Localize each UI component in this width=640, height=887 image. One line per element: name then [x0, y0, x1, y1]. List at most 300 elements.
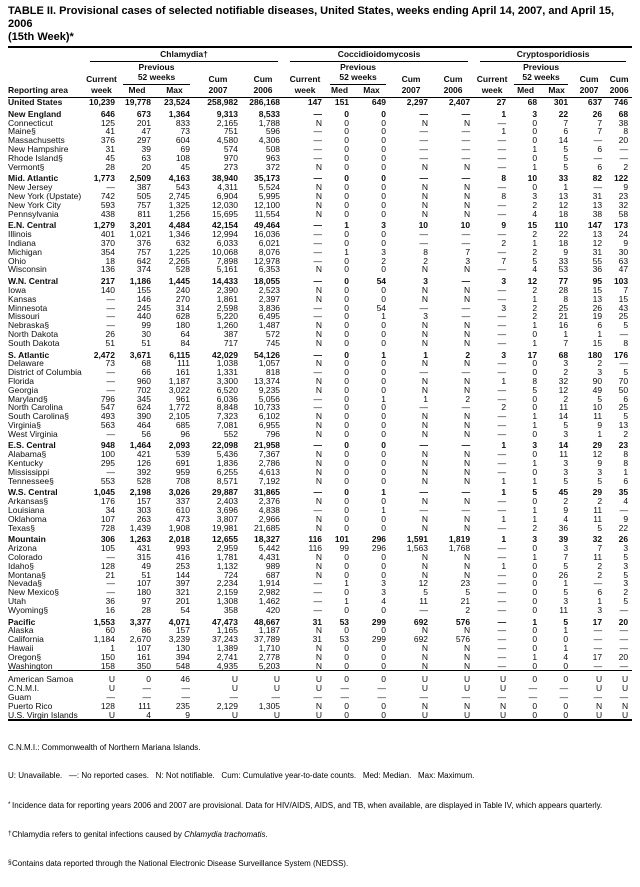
- value-cell: —: [497, 496, 507, 507]
- value-cell: N: [315, 293, 323, 304]
- value-cell: 161: [175, 367, 190, 378]
- value-cell: 296: [371, 543, 387, 554]
- value-cell: 0: [532, 182, 538, 193]
- value-cell: 15: [592, 337, 603, 348]
- value-cell: 136: [100, 264, 115, 275]
- value-cell: 350: [136, 660, 151, 671]
- value-cell: N: [463, 358, 471, 369]
- value-cell: 576: [455, 634, 471, 645]
- value-cell: 3,671: [129, 349, 151, 360]
- value-cell: 116: [308, 534, 323, 545]
- cum-header: Cum: [401, 74, 421, 84]
- value-cell: 8,848: [216, 402, 238, 413]
- value-cell: 0: [532, 466, 538, 477]
- value-cell: 4: [381, 596, 387, 607]
- value-cell: 818: [265, 367, 281, 378]
- reporting-area-header: Reporting area: [8, 49, 84, 98]
- value-cell: N: [421, 161, 429, 172]
- value-cell: 4,838: [258, 505, 281, 516]
- value-cell: 0: [344, 190, 350, 201]
- reporting-area-cell: Texas§: [8, 522, 35, 533]
- reporting-area-cell: E.N. Central: [8, 220, 57, 231]
- value-cell: U: [315, 709, 323, 720]
- value-cell: N: [463, 625, 471, 636]
- value-cell: 7,081: [216, 419, 238, 430]
- value-cell: 6: [597, 587, 603, 598]
- value-cell: 36: [558, 522, 569, 533]
- value-cell: 0: [381, 152, 387, 163]
- reporting-area-cell: Maryland§: [8, 393, 48, 404]
- reporting-area-cell: Utah: [8, 596, 26, 607]
- value-cell: 0: [381, 264, 387, 275]
- value-cell: 0: [381, 569, 387, 580]
- value-cell: N: [499, 700, 507, 711]
- value-cell: —: [497, 505, 507, 516]
- value-cell: 5: [597, 393, 603, 404]
- value-cell: —: [106, 384, 115, 395]
- med-header: Med: [326, 86, 353, 98]
- value-cell: 7: [597, 126, 603, 137]
- value-cell: 55: [592, 255, 603, 266]
- value-cell: 0: [381, 604, 387, 615]
- value-cell: 0: [381, 449, 387, 460]
- reporting-area-cell: W.S. Central: [8, 487, 58, 498]
- value-cell: N: [421, 552, 429, 563]
- value-cell: N: [463, 700, 471, 711]
- value-cell: 21: [558, 311, 569, 322]
- value-cell: —: [340, 692, 350, 702]
- reporting-area-cell: New York City: [8, 199, 61, 210]
- value-cell: 42,029: [212, 349, 238, 360]
- value-cell: 1,038: [216, 358, 238, 369]
- value-cell: 140: [100, 284, 115, 295]
- value-cell: 43: [618, 302, 629, 313]
- value-cell: 0: [344, 328, 350, 339]
- year-2007-header: 2007: [390, 86, 432, 98]
- reporting-area-cell: Alabama§: [8, 449, 47, 460]
- value-cell: 306: [100, 534, 115, 545]
- value-cell: 0: [532, 117, 538, 128]
- value-cell: 0: [381, 182, 387, 193]
- value-cell: 3: [532, 534, 538, 545]
- value-cell: N: [421, 449, 429, 460]
- value-cell: 21: [105, 569, 115, 580]
- value-cell: 9: [623, 513, 629, 524]
- value-cell: 3: [381, 578, 387, 589]
- reporting-area-cell: S. Atlantic: [8, 349, 50, 360]
- value-cell: 989: [265, 560, 281, 571]
- value-cell: —: [419, 237, 429, 248]
- value-cell: 7,192: [258, 475, 281, 486]
- value-cell: 2,234: [216, 578, 238, 589]
- table-row: [8, 477, 632, 486]
- value-cell: 0: [381, 643, 387, 654]
- value-cell: 493: [100, 411, 115, 422]
- value-cell: 31: [592, 190, 603, 201]
- reporting-area-cell: Alaska: [8, 625, 34, 636]
- table-row: [8, 265, 632, 274]
- value-cell: 2: [532, 199, 538, 210]
- value-cell: 1: [532, 651, 538, 662]
- value-cell: 5,436: [216, 449, 238, 460]
- value-cell: 299: [371, 616, 387, 627]
- value-cell: N: [421, 625, 429, 636]
- value-cell: 345: [136, 393, 151, 404]
- value-cell: 37,789: [254, 634, 281, 645]
- value-cell: 6: [597, 161, 603, 172]
- value-cell: N: [463, 264, 471, 275]
- value-cell: —: [559, 683, 569, 694]
- value-cell: 2,741: [216, 651, 238, 662]
- group-header-coccidioidomycosis: [284, 49, 474, 63]
- value-cell: N: [463, 328, 471, 339]
- value-cell: 161: [136, 651, 151, 662]
- value-cell: 354: [100, 246, 115, 257]
- value-cell: 11: [559, 402, 569, 413]
- value-cell: —: [497, 320, 507, 331]
- value-cell: 51: [141, 569, 151, 580]
- value-cell: 12: [418, 578, 429, 589]
- value-cell: —: [106, 293, 115, 304]
- value-cell: U: [421, 683, 429, 694]
- value-cell: —: [619, 634, 629, 645]
- value-cell: N: [463, 375, 471, 386]
- value-cell: 9: [563, 246, 569, 257]
- table-header: [8, 49, 632, 98]
- value-cell: —: [419, 367, 429, 378]
- value-cell: 649: [371, 97, 387, 107]
- value-cell: 4,580: [216, 135, 238, 146]
- value-cell: 5: [563, 419, 569, 430]
- value-cell: 31: [105, 143, 115, 154]
- value-cell: 1,710: [258, 643, 281, 654]
- reporting-area-cell: Florida: [8, 375, 34, 386]
- value-cell: 0: [532, 328, 538, 339]
- value-cell: 95: [592, 276, 603, 287]
- max-header: Max: [155, 86, 194, 98]
- value-cell: 637: [587, 97, 603, 107]
- value-cell: 4,935: [216, 660, 238, 671]
- value-cell: —: [497, 117, 507, 128]
- value-cell: U: [595, 709, 603, 720]
- value-cell: 8,076: [258, 246, 281, 257]
- value-cell: 0: [381, 411, 387, 422]
- value-cell: N: [421, 458, 429, 469]
- value-cell: N: [463, 182, 471, 193]
- med-header: Med: [119, 86, 155, 98]
- table-row: [8, 210, 632, 219]
- week-header: week: [474, 86, 510, 98]
- value-cell: —: [271, 692, 281, 702]
- value-cell: —: [313, 276, 323, 287]
- value-cell: 9: [185, 709, 190, 720]
- value-cell: 0: [532, 660, 538, 671]
- value-cell: N: [421, 496, 429, 507]
- value-cell: 66: [141, 367, 151, 378]
- value-cell: 0: [344, 135, 350, 146]
- value-cell: 299: [371, 634, 387, 645]
- value-cell: N: [315, 411, 323, 422]
- value-cell: 201: [136, 117, 151, 128]
- value-cell: 73: [180, 126, 190, 137]
- value-cell: 38: [618, 117, 629, 128]
- value-cell: N: [463, 199, 471, 210]
- value-cell: 553: [100, 475, 115, 486]
- value-cell: 32: [558, 375, 569, 386]
- cum-header: Cum: [208, 74, 228, 84]
- value-cell: 5: [563, 560, 569, 571]
- value-cell: —: [419, 135, 429, 146]
- reporting-area-cell: Delaware: [8, 358, 44, 369]
- value-cell: N: [421, 328, 429, 339]
- value-cell: N: [421, 358, 429, 369]
- reporting-area-cell: Georgia: [8, 384, 39, 395]
- value-cell: 42,154: [212, 220, 238, 231]
- value-cell: 610: [175, 505, 190, 516]
- value-cell: 0: [381, 337, 387, 348]
- value-cell: U: [499, 674, 507, 685]
- value-cell: 3: [381, 587, 387, 598]
- species-name: Chlamydia trachomatis: [184, 829, 266, 839]
- value-cell: 2,093: [168, 440, 190, 451]
- value-cell: 2: [563, 393, 569, 404]
- value-cell: 0: [532, 596, 538, 607]
- value-cell: 9,235: [258, 384, 281, 395]
- value-cell: —: [313, 487, 323, 498]
- value-cell: 158: [100, 660, 115, 671]
- value-cell: 0: [381, 237, 387, 248]
- value-cell: —: [497, 229, 507, 240]
- value-cell: 552: [223, 428, 238, 439]
- value-cell: 17: [527, 349, 538, 360]
- value-cell: 0: [344, 604, 350, 615]
- value-cell: —: [559, 692, 569, 702]
- value-cell: 0: [532, 428, 538, 439]
- value-cell: 263: [136, 513, 151, 524]
- value-cell: 29: [592, 440, 603, 451]
- value-cell: —: [461, 402, 471, 413]
- value-cell: 2,778: [258, 651, 281, 662]
- value-cell: N: [315, 458, 323, 469]
- reporting-area-cell: Maine§: [8, 126, 36, 137]
- value-cell: 2: [532, 311, 538, 322]
- reporting-area-cell: Massachusetts: [8, 135, 65, 146]
- value-cell: 5: [563, 152, 569, 163]
- table-title: [8, 5, 632, 44]
- footnotes: [8, 724, 632, 887]
- value-cell: N: [421, 513, 429, 524]
- value-cell: 5: [563, 475, 569, 486]
- value-cell: 22: [558, 229, 569, 240]
- value-cell: 745: [265, 337, 281, 348]
- value-cell: 692: [413, 616, 429, 627]
- value-cell: —: [461, 135, 471, 146]
- value-cell: 110: [554, 220, 569, 231]
- value-cell: —: [497, 143, 507, 154]
- value-cell: 624: [136, 402, 151, 413]
- value-cell: 1: [110, 643, 115, 654]
- value-cell: 176: [613, 349, 629, 360]
- value-cell: 0: [344, 587, 350, 598]
- value-cell: 1: [532, 513, 538, 524]
- value-cell: 2: [501, 402, 507, 413]
- value-cell: —: [313, 229, 323, 240]
- reporting-area-cell: Wisconsin: [8, 264, 47, 275]
- value-cell: 0: [344, 384, 350, 395]
- value-cell: 157: [136, 496, 151, 507]
- value-cell: N: [595, 700, 603, 711]
- value-cell: N: [421, 293, 429, 304]
- reporting-area-cell: Hawaii: [8, 643, 34, 654]
- value-cell: 0: [381, 117, 387, 128]
- value-cell: 8: [623, 337, 629, 348]
- value-cell: 144: [175, 569, 190, 580]
- value-cell: 5: [623, 411, 629, 422]
- value-cell: 1: [501, 375, 507, 386]
- value-cell: 0: [344, 402, 350, 413]
- value-cell: U: [108, 709, 115, 720]
- value-cell: U: [622, 709, 629, 720]
- value-cell: 10,733: [254, 402, 281, 413]
- value-cell: —: [497, 264, 507, 275]
- value-cell: 53: [558, 264, 569, 275]
- value-cell: 12,100: [254, 199, 281, 210]
- reporting-area-cell: Montana§: [8, 569, 46, 580]
- value-cell: 173: [613, 220, 629, 231]
- value-cell: 717: [223, 337, 238, 348]
- value-cell: —: [497, 616, 507, 627]
- value-cell: —: [497, 358, 507, 369]
- value-cell: 31,865: [254, 487, 281, 498]
- week-header: week: [284, 86, 326, 98]
- value-cell: —: [313, 505, 323, 516]
- value-cell: 15: [618, 293, 629, 304]
- value-cell: 68: [618, 108, 629, 119]
- value-cell: 376: [100, 135, 115, 146]
- current-cum-row: [8, 73, 632, 86]
- value-cell: 12: [558, 384, 569, 395]
- value-cell: 5: [623, 569, 629, 580]
- value-cell: 21: [460, 596, 471, 607]
- value-cell: 1: [501, 487, 507, 498]
- value-cell: 2,265: [168, 255, 190, 266]
- value-cell: —: [593, 634, 603, 645]
- value-cell: 12,978: [254, 255, 281, 266]
- value-cell: 50: [618, 384, 629, 395]
- value-cell: 2,105: [168, 411, 190, 422]
- value-cell: —: [461, 126, 471, 137]
- value-cell: 0: [532, 135, 538, 146]
- value-cell: 0: [344, 143, 350, 154]
- value-cell: 125: [100, 117, 115, 128]
- reporting-area-cell: Connecticut: [8, 117, 53, 128]
- value-cell: N: [463, 320, 471, 331]
- value-cell: 1: [597, 328, 603, 339]
- value-cell: —: [313, 237, 323, 248]
- value-cell: 2,407: [448, 97, 471, 107]
- value-cell: —: [497, 458, 507, 469]
- reporting-area-cell: Mountain: [8, 534, 46, 545]
- value-cell: N: [421, 190, 429, 201]
- value-cell: N: [463, 117, 471, 128]
- value-cell: 38,940: [212, 173, 238, 184]
- value-cell: 1,768: [448, 543, 471, 554]
- value-cell: 3: [532, 440, 538, 451]
- value-cell: 46: [180, 674, 190, 685]
- value-cell: N: [315, 419, 323, 430]
- current-header: Current: [86, 74, 117, 84]
- value-cell: —: [313, 604, 323, 615]
- value-cell: —: [313, 108, 323, 119]
- value-cell: 687: [265, 569, 281, 580]
- value-cell: 2,390: [216, 284, 238, 295]
- value-cell: 6,115: [169, 349, 190, 360]
- value-cell: —: [497, 543, 507, 554]
- value-cell: N: [421, 522, 429, 533]
- value-cell: 0: [381, 135, 387, 146]
- value-cell: —: [106, 182, 115, 193]
- value-cell: 147: [307, 97, 323, 107]
- value-cell: —: [106, 587, 115, 598]
- weeks52-header: 52 weeks: [326, 73, 390, 86]
- value-cell: 1: [597, 596, 603, 607]
- value-cell: 0: [381, 126, 387, 137]
- value-cell: 4: [532, 208, 538, 219]
- value-cell: N: [315, 384, 323, 395]
- value-cell: 1: [381, 505, 387, 516]
- value-cell: 3: [623, 560, 629, 571]
- value-cell: 10,068: [212, 246, 238, 257]
- value-cell: N: [421, 182, 429, 193]
- value-cell: —: [497, 428, 507, 439]
- value-cell: —: [106, 578, 115, 589]
- value-cell: 37,243: [212, 634, 238, 645]
- value-cell: 387: [223, 328, 238, 339]
- value-cell: 5,161: [216, 264, 238, 275]
- value-cell: 4: [146, 709, 151, 720]
- value-cell: 26: [592, 302, 603, 313]
- value-cell: N: [421, 384, 429, 395]
- value-cell: N: [315, 337, 323, 348]
- value-cell: —: [377, 692, 387, 702]
- value-cell: 702: [136, 384, 151, 395]
- value-cell: N: [463, 337, 471, 348]
- value-cell: 4,071: [168, 616, 190, 627]
- value-cell: 22: [618, 522, 629, 533]
- value-cell: —: [106, 466, 115, 477]
- reporting-area-cell: New Hampshire: [8, 143, 69, 154]
- value-cell: 401: [100, 229, 115, 240]
- value-cell: U: [499, 709, 507, 720]
- value-cell: —: [461, 173, 471, 184]
- value-cell: —: [497, 692, 507, 702]
- value-cell: N: [463, 643, 471, 654]
- reporting-area-cell: New Mexico§: [8, 587, 60, 598]
- value-cell: 724: [223, 569, 238, 580]
- value-cell: 1,487: [258, 320, 281, 331]
- value-cell: 321: [175, 587, 190, 598]
- value-cell: 107: [136, 643, 151, 654]
- value-cell: 9: [597, 419, 603, 430]
- value-cell: 539: [175, 449, 190, 460]
- value-cell: 0: [381, 293, 387, 304]
- value-cell: 960: [136, 375, 151, 386]
- value-cell: N: [463, 560, 471, 571]
- value-cell: 3: [563, 428, 569, 439]
- value-cell: —: [497, 411, 507, 422]
- value-cell: 1: [381, 311, 387, 322]
- value-cell: 49: [141, 560, 151, 571]
